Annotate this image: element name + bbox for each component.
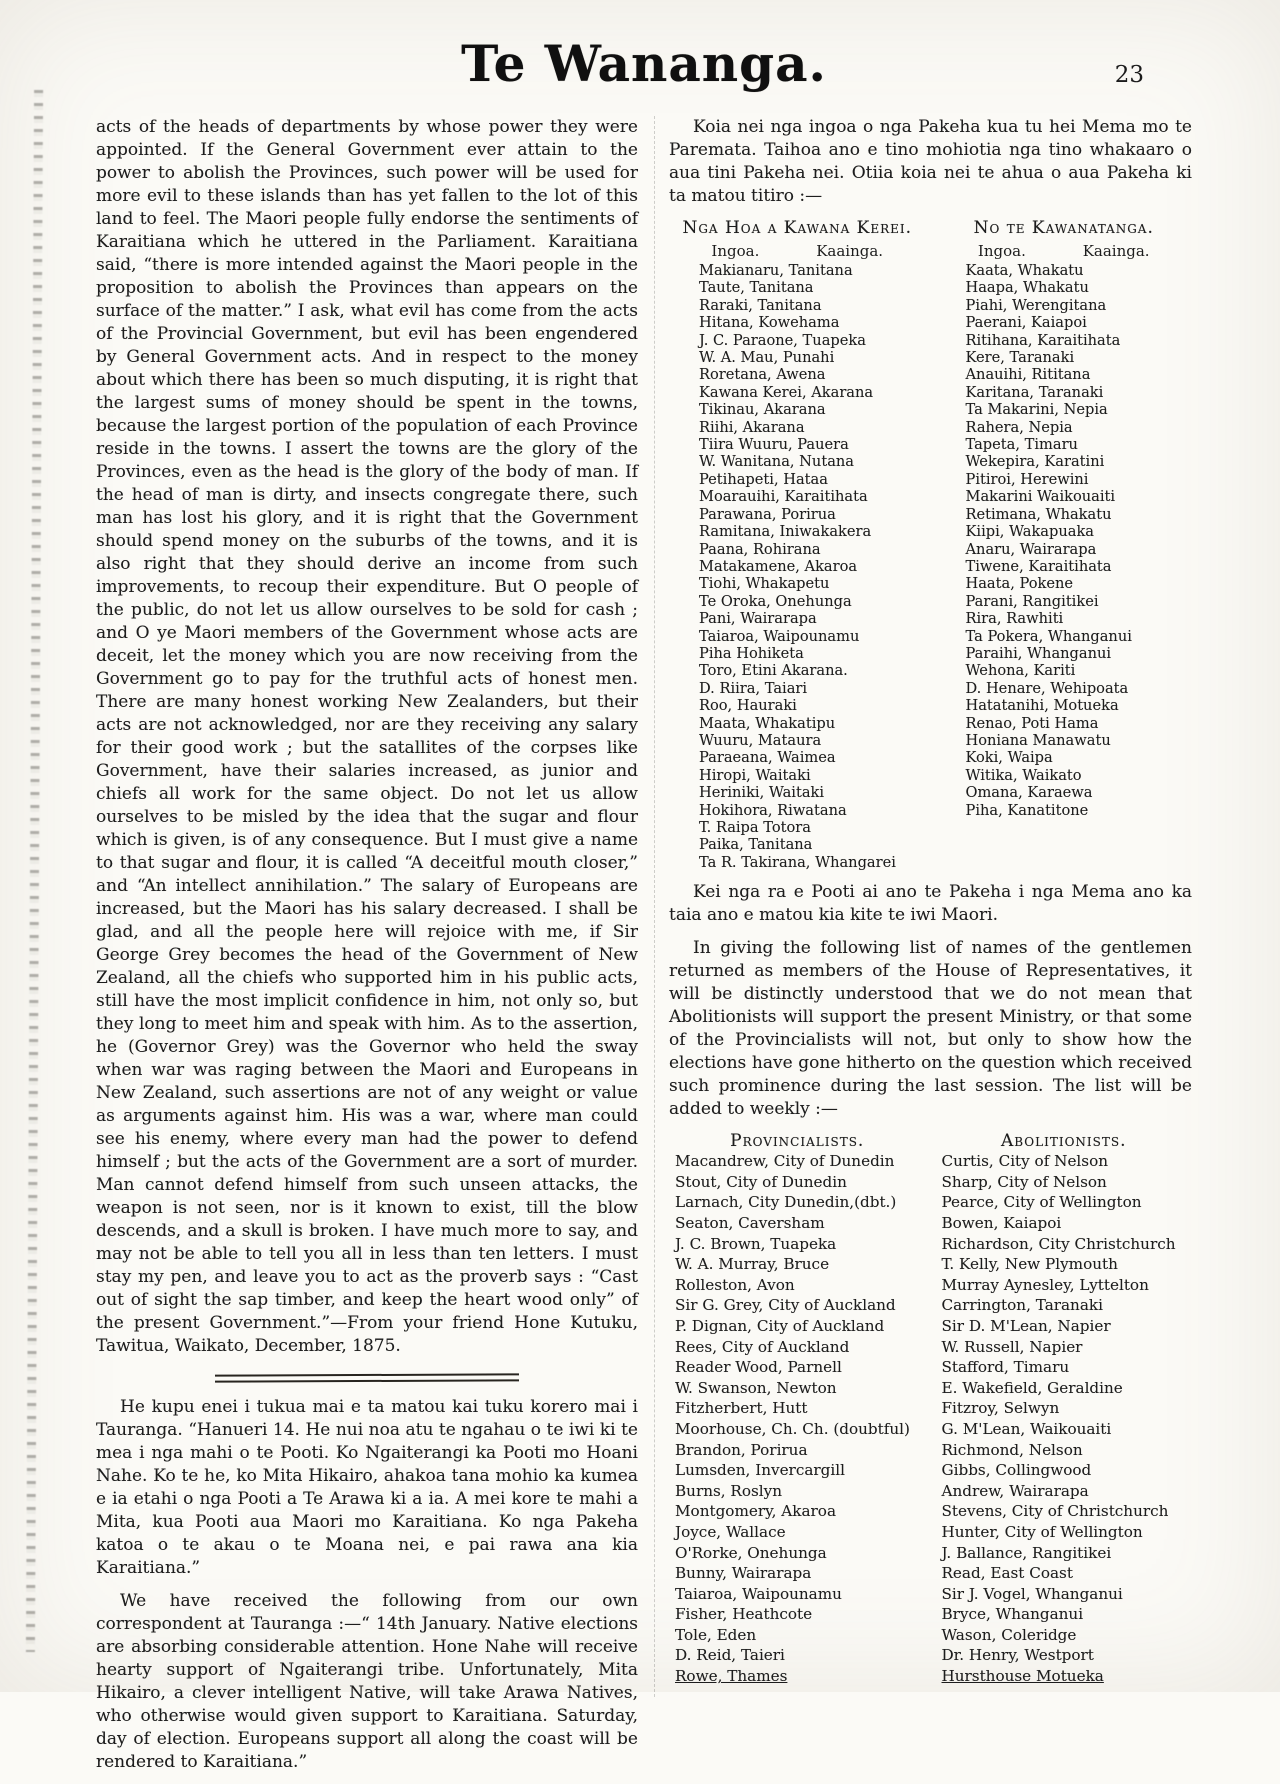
- member-entry: D. Henare, Wehipoata: [965, 679, 1129, 697]
- member-entry: Parawana, Porirua: [699, 505, 836, 523]
- party-entry: W. Swanson, Newton: [675, 1378, 837, 1397]
- kerei-subheaders: [669, 242, 926, 260]
- party-entry: Fitzroy, Selwyn: [941, 1399, 1060, 1418]
- member-entry: Omana, Karaewa: [965, 784, 1093, 802]
- page-columns: [96, 116, 1192, 1784]
- party-entry: Andrew, Wairarapa: [941, 1481, 1089, 1500]
- member-entry: Karitana, Taranaki: [965, 383, 1104, 401]
- party-entry: Hunter, City of Wellington: [941, 1522, 1143, 1541]
- party-entry: Gibbs, Collingwood: [941, 1461, 1092, 1480]
- party-entry: Montgomery, Akaroa: [675, 1502, 836, 1521]
- member-entry: Pani, Wairarapa: [699, 610, 817, 628]
- kaainga-column-label: Kaainga.: [816, 242, 884, 260]
- member-entry: Hokihora, Riwatana: [699, 801, 847, 819]
- member-entry: Parani, Rangitikei: [965, 592, 1099, 610]
- member-entry: Koki, Waipa: [965, 749, 1053, 767]
- party-entry: Joyce, Wallace: [675, 1522, 786, 1541]
- member-entry: W. A. Mau, Punahi: [699, 349, 835, 367]
- party-entry: Bryce, Whanganui: [941, 1605, 1084, 1624]
- kei-nga-paragraph: Kei nga ra e Pooti ai ano te Pakeha i nga Mema ano ka taia ano e matou kia kite te iwi Maori.: [669, 882, 1192, 926]
- member-entry: Petihapeti, Hataa: [699, 470, 828, 488]
- party-entry: J. Ballance, Rangitikei: [941, 1543, 1112, 1562]
- kaainga-column-label: Kaainga.: [1082, 242, 1150, 260]
- party-entry: Sir G. Grey, City of Auckland: [675, 1296, 896, 1315]
- party-entry: Stafford, Timaru: [941, 1358, 1070, 1377]
- member-entry: Anaru, Wairarapa: [965, 540, 1097, 558]
- party-entry: Rowe, Thames: [675, 1667, 788, 1686]
- member-entry: Kere, Taranaki: [965, 349, 1075, 367]
- party-entry: Hursthouse Motueka: [941, 1667, 1104, 1686]
- party-entry: Read, East Coast: [941, 1564, 1073, 1583]
- member-entry: J. C. Paraone, Tuapeka: [699, 331, 866, 349]
- member-entry: Roretana, Awena: [699, 366, 826, 384]
- page-title: Te Wananga.: [461, 34, 827, 93]
- letter-paragraph: acts of the heads of departments by whose power they were appointed. If the General Government ever attain to the power to abolish the Provinces, such power will be used for more evil to these islands than has yet fallen to the lot of this land to feel. The Maori people fully endorse the sentiments of Karaitiana which he uttered in the Parliament. Karaitiana said, “there is more intended against the Maori people in the proposition to abolish the Provinces than appears on the surface of the matter.” I ask, what evil has come from the acts of the Provincial Government, but evil has been engendered by General Government acts. And in respect to the money about which there has been so much disputing, it is right that the largest sums of money should be spent in the towns, because the largest portion of the population of each Province reside in the towns. I assert the towns are the glory of the Provinces, even as the head is the glory of the body of man. If the head of man is dirty, and insects congregate there, such man has lost his glory, and it is right that the Government should spend money on the suburbs of the towns, and it is also right that they should derive an income from such improvements, to recoup their expenditure. But O people of the public, do not let us allow ourselves to be sold for cash ; and O ye Maori members of the Government whose acts are deceit, let the money which you are now receiving from the Government go to pay for the truthful acts of honest men. There are many honest working New Zealanders, but their acts are not acknowledged, nor are they receiving any salary for their good work ; but the satallites of the corpses like Government, have their salaries increased, as junior and chiefs all work for the same object. Do not let us allow ourselves to be misled by the idea that the sugar and flour which is given, is of any consequence. But I must give a name to that sugar and flour, it is called “A deceitful mouth closer,” and “An intellect annihilation.” The salary of Europeans are increased, but the Maori has his salary decreased. I shall be glad, and all the people here will rejoice with me, if Sir George Grey becomes the head of the Government of New Zealand, all the chiefs who supported him in his public acts, still have the most implicit confidence in him, not only so, but they long to meet him and speak with him. As to the assertion, he (Governor Grey) was the Governor who held the sway when war was raging between the Maori and Europeans in New Zealand, such assertions are not of any weight or value as arguments against him. His was a war, where man could see his enemy, where every man had the power to defend himself ; but the acts of the Government are a sort of murder. Man cannot defend himself from such unseen attacks, the weapon is not seen, nor is it known to exist, till the blow descends, and a skull is broken. I have much more to say, and may not be able to tell you all in less than ten letters. I must stay my pen, and leave you to act as the proverb says : “Cast out of sight the sap timber, and keep the heart wood only” of the present Government.”—From your friend Hone Kutuku, Tawitua, Waikato, December, 1875.: [96, 117, 638, 1356]
- member-entry: Wuuru, Mataura: [699, 731, 822, 749]
- party-entry: Brandon, Porirua: [675, 1440, 808, 1459]
- abolitionists-header: Abolitionists.: [1000, 1131, 1127, 1152]
- party-entry: Seaton, Caversham: [675, 1214, 825, 1232]
- party-entry: Stout, City of Dunedin: [675, 1172, 847, 1191]
- member-entry: Rahera, Nepia: [965, 418, 1073, 436]
- member-entry: Makarini Waikouaiti: [965, 488, 1116, 506]
- party-entry: Sir D. M'Lean, Napier: [941, 1316, 1111, 1335]
- party-entry: Lumsden, Invercargill: [675, 1461, 845, 1480]
- member-entry: Matakamene, Akaroa: [699, 557, 858, 575]
- kawanatanga-member-list: [936, 262, 1193, 819]
- right-column: [654, 116, 1192, 1697]
- party-entry: Reader Wood, Parnell: [675, 1358, 842, 1377]
- party-lists-section: [669, 1131, 1192, 1686]
- member-entry: Witika, Waikato: [965, 766, 1082, 784]
- member-entry: Kawana Kerei, Akarana: [699, 383, 874, 401]
- kawanatanga-list-header: No te Kawanatanga.: [973, 218, 1154, 238]
- kawanatanga-subheaders: [936, 242, 1193, 260]
- party-entry: Pearce, City of Wellington: [941, 1193, 1142, 1212]
- party-entry: W. Russell, Napier: [941, 1337, 1083, 1356]
- member-entry: Ta Makarini, Nepia: [965, 401, 1108, 419]
- member-entry: Te Oroka, Onehunga: [699, 592, 852, 610]
- left-column: [96, 116, 638, 1784]
- member-entry: Roo, Hauraki: [699, 697, 797, 715]
- member-entry: Toro, Etini Akarana.: [699, 662, 848, 680]
- party-entry: Rees, City of Auckland: [675, 1337, 850, 1356]
- page-number: 23: [1114, 62, 1144, 88]
- member-entry: Pitiroi, Herewini: [965, 470, 1089, 488]
- kerei-list-column: [669, 218, 926, 871]
- member-entry: Haapa, Whakatu: [965, 279, 1089, 297]
- maori-note-paragraph: He kupu enei i tukua mai e ta matou kai tuku korero mai i Tauranga. “Hanueri 14. He nui noa atu te ngahau o te iwi ki te mea i nga mahi o te Pooti. Ko Ngaiterangi ka Pooti mo Hoani Nahe. Ko te he, ko Mita Hikairo, ahakoa tana mohio ka kumea e ia etahi o nga Pooti a Te Arawa ki a ia. A mei kore te mahi a Mita, kua Pooti aua Maori mo Karaitiana. Ko nga Pakeha katoa o te akau o te Moana nei, e pai rawa ana kia Karaitiana.”: [96, 1397, 638, 1578]
- party-entry: Dr. Henry, Westport: [941, 1646, 1094, 1665]
- member-entry: Honiana Manawatu: [965, 731, 1111, 749]
- member-entry: Haata, Pokene: [965, 575, 1074, 593]
- member-entry: Retimana, Whakatu: [965, 505, 1112, 523]
- party-entry: Rolleston, Avon: [675, 1275, 795, 1294]
- party-entry: Curtis, City of Nelson: [941, 1152, 1109, 1171]
- member-entry: Hatatanihi, Motueka: [965, 697, 1119, 715]
- party-entry: Burns, Roslyn: [675, 1481, 783, 1500]
- party-entry: G. M'Lean, Waikouaiti: [941, 1419, 1112, 1438]
- member-entry: Raraki, Tanitana: [699, 296, 822, 314]
- member-entry: Wehona, Kariti: [965, 662, 1076, 680]
- member-entry: Piha, Kanatitone: [965, 801, 1089, 819]
- ingoa-column-label: Ingoa.: [711, 242, 760, 260]
- member-entry: Kiipi, Wakapuaka: [965, 523, 1094, 541]
- party-entry: Macandrew, City of Dunedin: [675, 1152, 895, 1171]
- member-entry: Paika, Tanitana: [699, 836, 813, 854]
- party-entry: Fitzherbert, Hutt: [675, 1399, 808, 1418]
- party-entry: Wason, Coleridge: [941, 1625, 1077, 1644]
- member-entry: Ta R. Takirana, Whangarei: [699, 853, 896, 871]
- provincialists-header: Provincialists.: [730, 1131, 865, 1152]
- member-entry: T. Raipa Totora: [699, 819, 811, 836]
- member-entry: Heriniki, Waitaki: [699, 784, 825, 802]
- provincialists-column: [669, 1131, 926, 1686]
- abolitionists-list: [936, 1151, 1193, 1686]
- party-entry: Moorhouse, Ch. Ch. (doubtful): [675, 1419, 910, 1438]
- party-entry: T. Kelly, New Plymouth: [941, 1255, 1118, 1274]
- party-entry: Larnach, City Dunedin,(dbt.): [675, 1193, 897, 1212]
- party-entry: J. C. Brown, Tuapeka: [675, 1234, 837, 1253]
- party-entry: Richardson, City Christchurch: [941, 1234, 1176, 1253]
- member-entry: Paana, Rohirana: [699, 540, 821, 558]
- member-entry: Tiohi, Whakapetu: [699, 575, 830, 593]
- ingoa-column-label: Ingoa.: [977, 242, 1026, 260]
- member-entry: Ta Pokera, Whanganui: [965, 627, 1132, 645]
- member-entry: Wekepira, Karatini: [965, 453, 1105, 471]
- abolitionists-column: [936, 1131, 1193, 1686]
- intro-paragraph: Koia nei nga ingoa o nga Pakeha kua tu hei Mema mo te Paremata. Taihoa ano e tino mohiotia nga tino whakaaro o aua tini Pakeha nei. Otiia koia nei te ahua o aua Pakeha ki ta matou titiro :—: [669, 117, 1192, 206]
- member-entry: Tiwene, Karaitihata: [965, 557, 1112, 575]
- party-entry: Taiaroa, Waipounamu: [675, 1584, 842, 1603]
- party-entry: Richmond, Nelson: [941, 1440, 1083, 1459]
- member-entry: Piha Hohiketa: [699, 644, 804, 662]
- member-entry: Anauihi, Rititana: [965, 366, 1091, 384]
- scan-margin-artifact: [26, 90, 43, 1652]
- member-entry: D. Riira, Taiari: [699, 679, 808, 697]
- member-entry: Ritihana, Karaitihata: [965, 331, 1121, 349]
- party-entry: Carrington, Taranaki: [941, 1296, 1103, 1315]
- member-entry: Paraihi, Whanganui: [965, 644, 1112, 662]
- member-entry: Tiira Wuuru, Pauera: [699, 436, 849, 454]
- member-entry: Paerani, Kaiapoi: [965, 314, 1087, 332]
- member-entry: Rira, Rawhiti: [965, 610, 1064, 628]
- party-entry: Tole, Eden: [675, 1625, 757, 1644]
- section-divider-rule: [215, 1373, 519, 1382]
- member-entry: Riihi, Akarana: [699, 418, 805, 436]
- provincialists-list: [669, 1151, 926, 1686]
- member-entry: Maata, Whakatipu: [699, 714, 836, 732]
- party-entry: Murray Aynesley, Lyttelton: [941, 1275, 1149, 1294]
- party-entry: Stevens, City of Christchurch: [941, 1502, 1169, 1521]
- member-entry: Taiaroa, Waipounamu: [699, 627, 860, 645]
- members-lists-section: [669, 218, 1192, 871]
- kerei-list-header: Nga Hoa a Kawana Kerei.: [682, 218, 913, 238]
- member-entry: Paraeana, Waimea: [699, 749, 836, 767]
- member-entry: Moarauihi, Karaitihata: [699, 488, 868, 506]
- party-entry: E. Wakefield, Geraldine: [941, 1378, 1123, 1397]
- member-entry: Taute, Tanitana: [699, 279, 814, 297]
- kawanatanga-list-column: [936, 218, 1193, 871]
- member-entry: Tikinau, Akarana: [699, 401, 826, 419]
- member-entry: W. Wanitana, Nutana: [699, 453, 854, 471]
- kerei-member-list: [669, 262, 926, 871]
- party-entry: W. A. Murray, Bruce: [675, 1255, 830, 1274]
- correspondent-paragraph: We have received the following from our own correspondent at Tauranga :—“ 14th January. Native elections are absorbing considerable attention. Hone Nahe will receive hearty support of Ngaiterangi tribe. Unfortunately, Mita Hikairo, a clever intelligent Native, will take Arawa Natives, who otherwise would given support to Karaitiana. Saturday, day of election. Europeans support all along the coast will be rendered to Karaitiana.”: [96, 1591, 638, 1772]
- party-entry: Fisher, Heathcote: [675, 1605, 813, 1624]
- party-entry: O'Rorke, Onehunga: [675, 1543, 827, 1562]
- party-entry: Bunny, Wairarapa: [675, 1564, 812, 1583]
- masthead: [96, 34, 1192, 110]
- party-entry: D. Reid, Taieri: [675, 1646, 785, 1665]
- party-entry: Bowen, Kaiapoi: [941, 1214, 1062, 1232]
- party-entry: Sharp, City of Nelson: [941, 1172, 1107, 1191]
- giving-list-paragraph: In giving the following list of names of the gentlemen returned as members of the House of Representatives, it will be distinctly understood that we do not mean that Abolitionists will support the present Ministry, or that some of the Provincialists will not, but only to show how the elections have gone hitherto on the question which received such prominence during the last session. The list will be added to weekly :—: [669, 938, 1192, 1120]
- party-entry: Sir J. Vogel, Whanganui: [941, 1584, 1123, 1603]
- party-entry: P. Dignan, City of Auckland: [675, 1316, 885, 1335]
- member-entry: Hiropi, Waitaki: [699, 766, 811, 784]
- member-entry: Makianaru, Tanitana: [699, 262, 853, 279]
- member-entry: Hitana, Kowehama: [699, 314, 840, 332]
- member-entry: Tapeta, Timaru: [965, 436, 1078, 454]
- member-entry: Ramitana, Iniwakakera: [699, 523, 872, 541]
- member-entry: Renao, Poti Hama: [965, 714, 1099, 732]
- member-entry: Kaata, Whakatu: [965, 262, 1084, 279]
- member-entry: Piahi, Werengitana: [965, 296, 1107, 314]
